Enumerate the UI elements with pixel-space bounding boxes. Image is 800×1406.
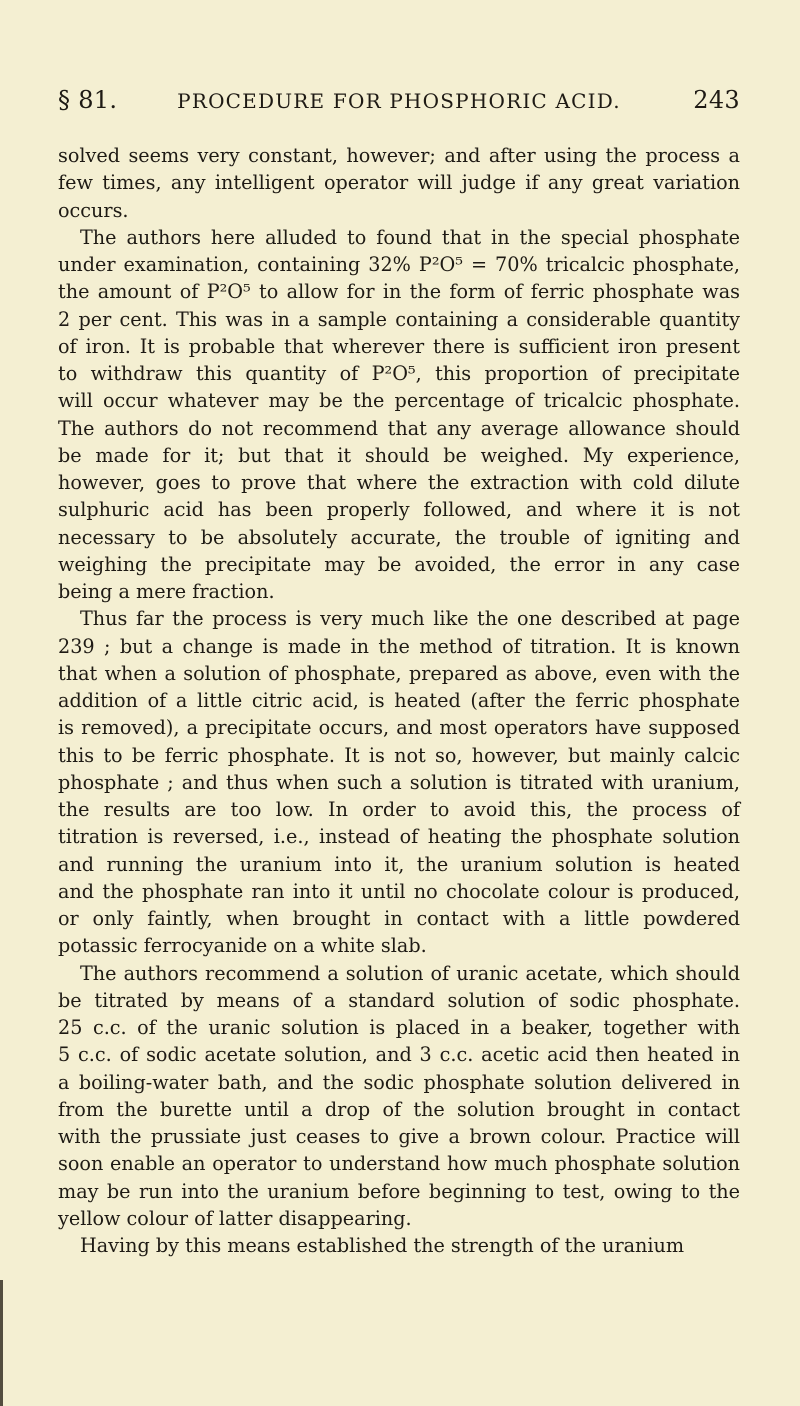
paragraph <box>58 960 740 1233</box>
text-line: from the burette until a drop of the solution brought in contact <box>58 1097 740 1121</box>
text-line: The authors recommend a solution of uranic acetate, which should <box>80 961 740 985</box>
paragraph <box>58 1232 740 1259</box>
text-line: weighing the precipitate may be avoided, the error in any case <box>58 552 740 576</box>
text-line: being a mere fraction. <box>58 580 275 603</box>
text-line: under examination, containing 32% P²O⁵ = 70% tricalcic phosphate, <box>58 253 740 276</box>
body-text <box>58 142 740 1259</box>
text-line: Having by this means established the strength of the uranium <box>80 1234 685 1257</box>
text-line: addition of a little citric acid, is heated (after the ferric phosphate <box>58 689 740 712</box>
section-number: § 81. <box>58 86 118 114</box>
text-line: titration is reversed, i.e., instead of heating the phosphate solution <box>58 825 740 849</box>
text-line: to withdraw this quantity of P²O⁵, this proportion of precipitate <box>58 362 740 385</box>
text-line: Thus far the process is very much like the one described at page <box>80 607 740 631</box>
text-line: 25 c.c. of the uranic solution is placed in a beaker, together with <box>58 1016 740 1039</box>
text-line: phosphate ; and thus when such a solution is titrated with uranium, <box>58 770 740 794</box>
text-line: soon enable an operator to understand how much phosphate solution <box>58 1152 740 1176</box>
running-title: PROCEDURE FOR PHOSPHORIC ACID. <box>177 89 621 113</box>
text-line: and running the uranium into it, the uranium solution is heated <box>58 852 740 876</box>
text-line: The authors do not recommend that any average allowance should <box>58 416 740 440</box>
paragraph <box>58 224 740 606</box>
text-line: will occur whatever may be the percentage of tricalcic phosphate. <box>58 389 740 413</box>
text-line: necessary to be absolutely accurate, the trouble of igniting and <box>58 525 740 549</box>
paragraph <box>58 142 740 224</box>
paragraph <box>58 605 740 959</box>
text-line: and the phosphate ran into it until no chocolate colour is produced, <box>58 879 740 903</box>
text-line: however, goes to prove that where the extraction with cold dilute <box>58 471 740 494</box>
page-edge-shadow <box>0 1280 3 1406</box>
text-line: of iron. It is probable that wherever there is sufficient iron present <box>58 334 740 358</box>
text-line: may be run into the uranium before beginning to test, owing to the <box>58 1179 740 1203</box>
text-line: The authors here alluded to found that in the special phosphate <box>80 225 740 249</box>
text-line: or only faintly, when brought in contact with a little powdered <box>58 907 740 930</box>
text-line: is removed), a precipitate occurs, and most operators have supposed <box>58 716 740 740</box>
text-line: with the prussiate just ceases to give a brown colour. Practice will <box>58 1125 740 1148</box>
text-line: 239 ; but a change is made in the method of titration. It is known <box>58 634 740 658</box>
text-line: potassic ferrocyanide on a white slab. <box>58 934 427 958</box>
text-line: this to be ferric phosphate. It is not so, however, but mainly calcic <box>58 743 740 767</box>
text-line: the amount of P²O⁵ to allow for in the form of ferric phosphate was <box>58 280 740 304</box>
text-line: a boiling-water bath, and the sodic phosphate solution delivered in <box>58 1070 740 1094</box>
text-line: 2 per cent. This was in a sample containing a considerable quantity <box>58 307 740 331</box>
text-line: occurs. <box>58 198 129 222</box>
text-line: that when a solution of phosphate, prepared as above, even with the <box>58 661 740 685</box>
text-line: solved seems very constant, however; and after using the process a <box>58 144 740 167</box>
text-line: be made for it; but that it should be weighed. My experience, <box>58 443 740 467</box>
text-line: be titrated by means of a standard solution of sodic phosphate. <box>58 988 740 1012</box>
text-line: few times, any intelligent operator will judge if any great variation <box>58 171 740 195</box>
text-line: yellow colour of latter disappearing. <box>58 1206 412 1230</box>
running-head <box>58 86 740 126</box>
text-line: the results are too low. In order to avoid this, the process of <box>58 798 740 821</box>
page-number: 243 <box>693 86 740 114</box>
text-line: sulphuric acid has been properly followed, and where it is not <box>58 498 740 522</box>
text-line: 5 c.c. of sodic acetate solution, and 3 c.c. acetic acid then heated in <box>58 1043 740 1067</box>
